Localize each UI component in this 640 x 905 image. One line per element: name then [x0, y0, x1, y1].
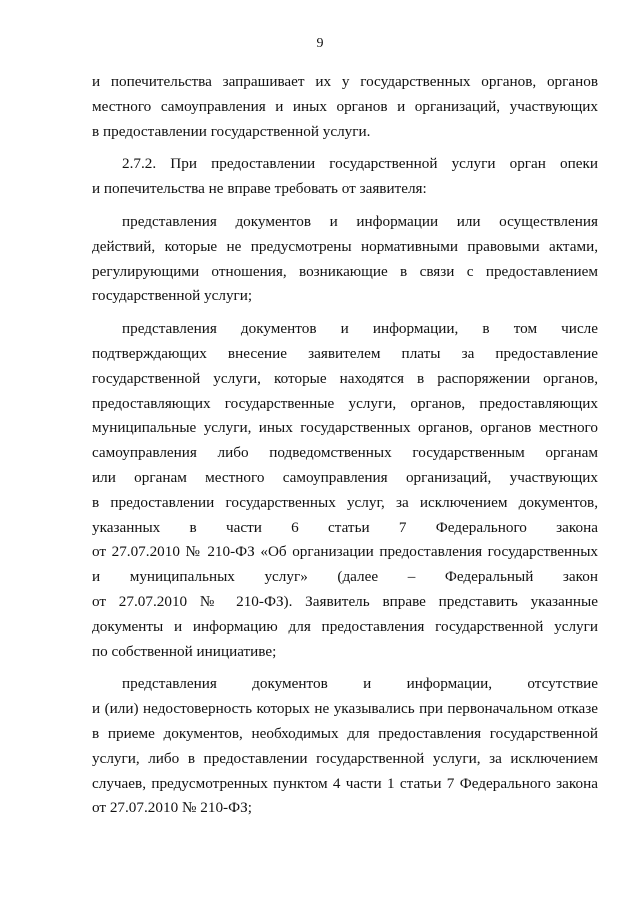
- text-line: 2.7.2. При предоставлении государственной услуги орган опеки: [122, 155, 598, 173]
- text-line: по собственной инициативе;: [92, 642, 277, 660]
- text-line: документы и информацию для предоставления государственной услуги: [92, 617, 598, 635]
- text-line: от 27.07.2010 № 210-ФЗ «Об организации предоставления государственных: [92, 543, 598, 561]
- paragraph: [92, 672, 598, 821]
- paragraph: [92, 152, 598, 202]
- text-line: и муниципальных услуг» (далее – Федеральный закон: [92, 568, 598, 586]
- text-line: самоуправления либо подведомственных государственным органам: [92, 444, 598, 462]
- paragraph: [92, 70, 598, 144]
- text-line: государственной услуги;: [92, 287, 253, 305]
- text-line: регулирующими отношения, возникающие в связи с предоставлением: [92, 262, 598, 280]
- text-line: услуги, либо в предоставлении государственной услуги, за исключением: [92, 749, 598, 767]
- page-number: 9: [316, 36, 324, 51]
- text-line: государственной услуги, которые находятся в распоряжении органов,: [92, 369, 598, 387]
- text-line: от 27.07.2010 № 210-ФЗ). Заявитель вправе представить указанные: [92, 592, 598, 610]
- text-line: случаев, предусмотренных пунктом 4 части 1 статьи 7 Федерального закона: [92, 774, 598, 792]
- paragraph: [92, 317, 598, 664]
- text-line: предоставляющих государственные услуги, органов, предоставляющих: [92, 394, 598, 412]
- text-line: подтверждающих внесение заявителем платы за предоставление: [92, 344, 598, 362]
- text-line: представления документов и информации, отсутствие: [122, 675, 598, 693]
- text-line: местного самоуправления и иных органов и организаций, участвующих: [92, 97, 598, 115]
- text-line: в предоставлении государственных услуг, за исключением документов,: [92, 493, 598, 511]
- text-line: представления документов и информации, в том числе: [122, 320, 598, 338]
- text-line: указанных в части 6 статьи 7 Федерального закона: [92, 518, 598, 536]
- text-line: в предоставлении государственной услуги.: [92, 122, 371, 140]
- text-line: и попечительства запрашивает их у государственных органов, органов: [92, 73, 598, 90]
- text-line: и попечительства не вправе требовать от заявителя:: [92, 180, 427, 198]
- text-line: действий, которые не предусмотрены нормативными правовыми актами,: [92, 237, 598, 255]
- document-body: [92, 70, 598, 821]
- text-line: в приеме документов, необходимых для предоставления государственной: [92, 724, 598, 742]
- text-line: и (или) недостоверность которых не указывались при первоначальном отказе: [92, 700, 598, 718]
- text-line: или органам местного самоуправления организаций, участвующих: [92, 468, 598, 486]
- text-line: муниципальные услуги, иных государственных органов, органов местного: [92, 419, 598, 437]
- paragraph: [92, 210, 598, 309]
- text-line: от 27.07.2010 № 210-ФЗ;: [92, 799, 252, 817]
- text-line: представления документов и информации или осуществления: [122, 212, 598, 230]
